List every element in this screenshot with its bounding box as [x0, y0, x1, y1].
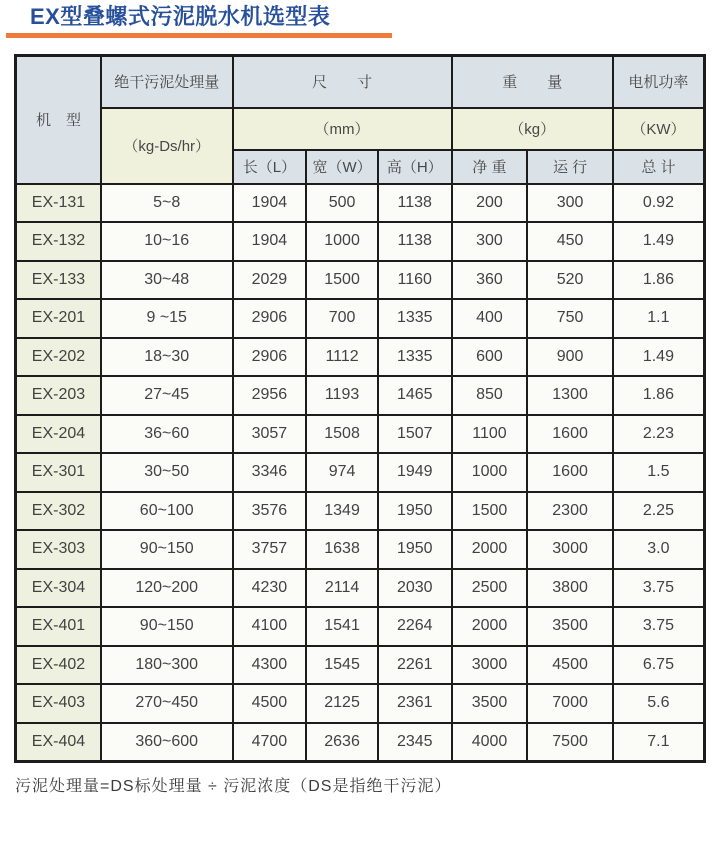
- model-cell: EX-404: [16, 723, 101, 762]
- header-dimensions-unit: （mm）: [233, 108, 452, 150]
- value-cell: 2030: [378, 569, 452, 608]
- value-cell: 2906: [233, 299, 307, 338]
- model-cell: EX-132: [16, 222, 101, 261]
- page-title: EX型叠螺式污泥脱水机选型表: [30, 4, 331, 29]
- table-row: [16, 492, 705, 531]
- value-cell: 2956: [233, 376, 307, 415]
- value-cell: 1638: [306, 530, 378, 569]
- value-cell: 7000: [527, 684, 612, 723]
- value-cell: 1.49: [613, 222, 705, 261]
- value-cell: 1335: [378, 299, 452, 338]
- value-cell: 1541: [306, 607, 378, 646]
- value-cell: 3000: [452, 646, 528, 685]
- value-cell: 36~60: [101, 415, 233, 454]
- value-cell: 3500: [452, 684, 528, 723]
- value-cell: 2500: [452, 569, 528, 608]
- value-cell: 1545: [306, 646, 378, 685]
- value-cell: 360~600: [101, 723, 233, 762]
- value-cell: 2000: [452, 530, 528, 569]
- value-cell: 3346: [233, 453, 307, 492]
- value-cell: 1949: [378, 453, 452, 492]
- value-cell: 2.23: [613, 415, 705, 454]
- value-cell: 4100: [233, 607, 307, 646]
- value-cell: 1160: [378, 261, 452, 300]
- value-cell: 3.75: [613, 569, 705, 608]
- model-cell: EX-402: [16, 646, 101, 685]
- value-cell: 3.75: [613, 607, 705, 646]
- table-row: [16, 415, 705, 454]
- model-cell: EX-401: [16, 607, 101, 646]
- header-row-units: [16, 108, 705, 150]
- value-cell: 4300: [233, 646, 307, 685]
- table-row: [16, 299, 705, 338]
- table-header: [16, 56, 705, 184]
- value-cell: 3000: [527, 530, 612, 569]
- value-cell: 1138: [378, 222, 452, 261]
- header-net-weight: 净 重: [452, 150, 528, 184]
- value-cell: 6.75: [613, 646, 705, 685]
- header-motor-power-unit: （KW）: [613, 108, 705, 150]
- value-cell: 2261: [378, 646, 452, 685]
- value-cell: 1300: [527, 376, 612, 415]
- value-cell: 1500: [306, 261, 378, 300]
- value-cell: 180~300: [101, 646, 233, 685]
- header-capacity-unit: （kg-Ds/hr）: [101, 108, 233, 184]
- value-cell: 1508: [306, 415, 378, 454]
- title-block: [6, 4, 392, 38]
- value-cell: 3.0: [613, 530, 705, 569]
- value-cell: 2114: [306, 569, 378, 608]
- value-cell: 7500: [527, 723, 612, 762]
- table-row: [16, 723, 705, 762]
- model-cell: EX-403: [16, 684, 101, 723]
- value-cell: 1100: [452, 415, 528, 454]
- value-cell: 7.1: [613, 723, 705, 762]
- table-row: [16, 222, 705, 261]
- value-cell: 1349: [306, 492, 378, 531]
- value-cell: 2125: [306, 684, 378, 723]
- value-cell: 1507: [378, 415, 452, 454]
- value-cell: 1904: [233, 222, 307, 261]
- value-cell: 1.86: [613, 261, 705, 300]
- header-height: 高（H）: [378, 150, 452, 184]
- header-row-groups: [16, 56, 705, 108]
- value-cell: 3500: [527, 607, 612, 646]
- value-cell: 750: [527, 299, 612, 338]
- value-cell: 90~150: [101, 607, 233, 646]
- table-row: [16, 530, 705, 569]
- value-cell: 1950: [378, 492, 452, 531]
- value-cell: 1.86: [613, 376, 705, 415]
- model-cell: EX-203: [16, 376, 101, 415]
- value-cell: 5~8: [101, 184, 233, 223]
- value-cell: 2264: [378, 607, 452, 646]
- value-cell: 1335: [378, 338, 452, 377]
- value-cell: 2345: [378, 723, 452, 762]
- value-cell: 10~16: [101, 222, 233, 261]
- table-row: [16, 453, 705, 492]
- value-cell: 2.25: [613, 492, 705, 531]
- header-weight: 重 量: [452, 56, 613, 108]
- value-cell: 1500: [452, 492, 528, 531]
- value-cell: 1.5: [613, 453, 705, 492]
- value-cell: 900: [527, 338, 612, 377]
- page: [0, 4, 720, 796]
- value-cell: 400: [452, 299, 528, 338]
- model-cell: EX-303: [16, 530, 101, 569]
- value-cell: 1000: [306, 222, 378, 261]
- value-cell: 2029: [233, 261, 307, 300]
- value-cell: 4700: [233, 723, 307, 762]
- table-row: [16, 338, 705, 377]
- model-cell: EX-133: [16, 261, 101, 300]
- value-cell: 3057: [233, 415, 307, 454]
- table-row: [16, 646, 705, 685]
- footnote: 污泥处理量=DS标处理量 ÷ 污泥浓度（DS是指绝干污泥）: [15, 777, 452, 795]
- value-cell: 1904: [233, 184, 307, 223]
- value-cell: 1193: [306, 376, 378, 415]
- model-cell: EX-304: [16, 569, 101, 608]
- table-body: [16, 184, 705, 762]
- value-cell: 1465: [378, 376, 452, 415]
- value-cell: 1600: [527, 415, 612, 454]
- value-cell: 4230: [233, 569, 307, 608]
- model-cell: EX-131: [16, 184, 101, 223]
- table-row: [16, 184, 705, 223]
- value-cell: 3800: [527, 569, 612, 608]
- value-cell: 30~48: [101, 261, 233, 300]
- value-cell: 90~150: [101, 530, 233, 569]
- value-cell: 3757: [233, 530, 307, 569]
- model-cell: EX-302: [16, 492, 101, 531]
- value-cell: 850: [452, 376, 528, 415]
- value-cell: 300: [452, 222, 528, 261]
- value-cell: 4500: [233, 684, 307, 723]
- model-cell: EX-204: [16, 415, 101, 454]
- table-row: [16, 376, 705, 415]
- header-motor-power: 电机功率: [613, 56, 705, 108]
- value-cell: 9 ~15: [101, 299, 233, 338]
- value-cell: 1950: [378, 530, 452, 569]
- value-cell: 1138: [378, 184, 452, 223]
- value-cell: 2000: [452, 607, 528, 646]
- value-cell: 2361: [378, 684, 452, 723]
- header-capacity: 绝干污泥处理量: [101, 56, 233, 108]
- value-cell: 270~450: [101, 684, 233, 723]
- value-cell: 27~45: [101, 376, 233, 415]
- value-cell: 300: [527, 184, 612, 223]
- value-cell: 120~200: [101, 569, 233, 608]
- value-cell: 1.1: [613, 299, 705, 338]
- table-row: [16, 261, 705, 300]
- value-cell: 60~100: [101, 492, 233, 531]
- value-cell: 5.6: [613, 684, 705, 723]
- model-cell: EX-201: [16, 299, 101, 338]
- value-cell: 0.92: [613, 184, 705, 223]
- header-total: 总 计: [613, 150, 705, 184]
- value-cell: 700: [306, 299, 378, 338]
- value-cell: 30~50: [101, 453, 233, 492]
- header-width: 宽（W）: [306, 150, 378, 184]
- value-cell: 2300: [527, 492, 612, 531]
- header-length: 长（L）: [233, 150, 307, 184]
- value-cell: 500: [306, 184, 378, 223]
- header-weight-unit: （kg）: [452, 108, 613, 150]
- value-cell: 4000: [452, 723, 528, 762]
- model-cell: EX-202: [16, 338, 101, 377]
- table-row: [16, 684, 705, 723]
- value-cell: 520: [527, 261, 612, 300]
- value-cell: 1.49: [613, 338, 705, 377]
- table-row: [16, 569, 705, 608]
- value-cell: 360: [452, 261, 528, 300]
- value-cell: 974: [306, 453, 378, 492]
- header-model: 机 型: [16, 56, 101, 184]
- model-cell: EX-301: [16, 453, 101, 492]
- header-dimensions: 尺 寸: [233, 56, 452, 108]
- selection-table: [14, 54, 706, 763]
- value-cell: 450: [527, 222, 612, 261]
- value-cell: 4500: [527, 646, 612, 685]
- value-cell: 1112: [306, 338, 378, 377]
- table-row: [16, 607, 705, 646]
- value-cell: 3576: [233, 492, 307, 531]
- value-cell: 600: [452, 338, 528, 377]
- value-cell: 2906: [233, 338, 307, 377]
- value-cell: 200: [452, 184, 528, 223]
- value-cell: 1600: [527, 453, 612, 492]
- value-cell: 18~30: [101, 338, 233, 377]
- value-cell: 2636: [306, 723, 378, 762]
- value-cell: 1000: [452, 453, 528, 492]
- header-operating: 运 行: [527, 150, 612, 184]
